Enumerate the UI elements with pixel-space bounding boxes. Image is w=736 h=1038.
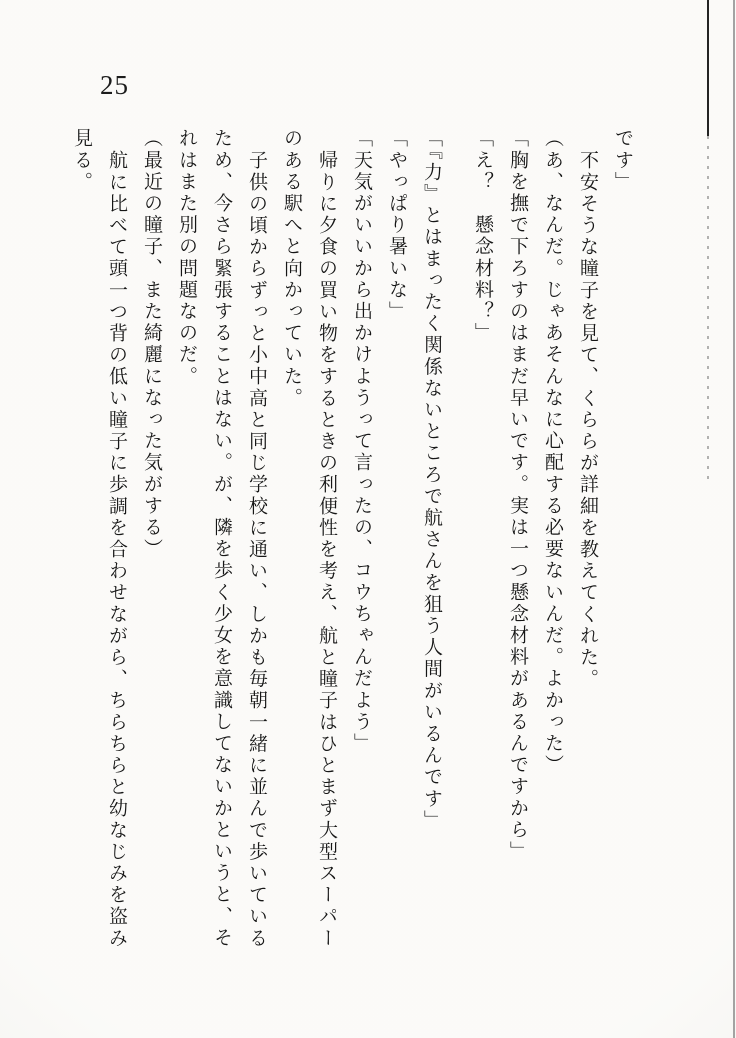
page-edge-line — [733, 0, 735, 1038]
text-column: 子供の頃からずっと小中高と同じ学校に通い、しかも毎朝一緒に並んで歩いている — [246, 150, 267, 950]
text-column: 不安そうな瞳子を見て、くららが詳細を教えてくれた。 — [577, 150, 598, 690]
text-column: のある駅へと向かっていた。 — [281, 128, 302, 409]
text-column: ため、今さら緊張することはない。が、隣を歩く少女を意識してないかというと、そ — [211, 128, 232, 949]
text-column: （最近の瞳子、また綺麗になった気がする） — [141, 128, 162, 560]
text-column: 「え？ 懸念材料？」 — [472, 128, 493, 344]
scan-artifact-dotted-line — [707, 136, 709, 486]
text-column: 「胸を撫で下ろすのはまだ早いです。実は一つ懸念材料があるんですから」 — [507, 128, 528, 863]
text-column: です」 — [612, 128, 633, 193]
scan-artifact-solid-line — [707, 0, 709, 136]
text-column: 「天気がいいから出かけようって言ったの、コウちゃんだよう」 — [351, 128, 372, 755]
text-column: （あ、なんだ。じゃあそんなに心配する必要ないんだ。よかった） — [542, 128, 563, 776]
vertical-text-block — [64, 128, 640, 958]
text-column: 帰りに夕食の買い物をするときの利便性を考え、航と瞳子はひとまず大型スーパー — [316, 150, 337, 950]
page-number: 25 — [100, 70, 129, 100]
text-column: 航に比べて頭一つ背の低い瞳子に歩調を合わせながら、ちらちらと幼なじみを盗み — [106, 150, 127, 950]
text-column: 「『力』とはまったく関係ないところで航さんを狙う人間がいるんです」 — [421, 128, 442, 832]
text-column: 見る。 — [71, 128, 92, 193]
text-column: 「やっぱり暑いな」 — [386, 128, 407, 323]
text-column: れはまた別の問題なのだ。 — [176, 128, 197, 388]
